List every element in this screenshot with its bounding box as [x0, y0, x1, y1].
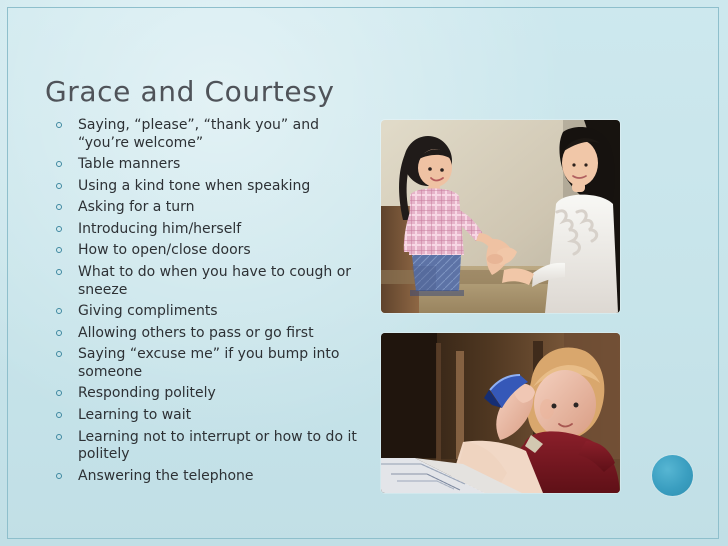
bullet-text: Allowing others to pass or go first	[78, 324, 314, 341]
bullet-item	[56, 199, 371, 217]
child-on-telephone-photo	[381, 333, 620, 493]
bullet-marker-icon	[56, 204, 62, 210]
bullet-list	[56, 117, 371, 489]
bullet-text: Introducing him/herself	[78, 220, 242, 237]
bullet-marker-icon	[56, 330, 62, 336]
bullet-item	[56, 221, 371, 239]
bullet-item	[56, 178, 371, 196]
bullet-text: Responding politely	[78, 385, 216, 402]
decorative-circle	[652, 455, 693, 496]
bullet-marker-icon	[56, 247, 62, 253]
child-on-telephone-illustration	[381, 333, 620, 493]
bullet-item	[56, 385, 371, 403]
bullet-item	[56, 325, 371, 343]
bullet-item	[56, 407, 371, 425]
bullet-text: Saying, “please”, “thank you” and “you’re welcome”	[78, 117, 319, 151]
bullet-item	[56, 156, 371, 174]
girl-shaking-hands-with-woman-illustration	[381, 120, 620, 313]
bullet-item	[56, 242, 371, 260]
bullet-marker-icon	[56, 351, 62, 357]
bullet-text: Learning to wait	[78, 407, 192, 424]
bullet-marker-icon	[56, 161, 62, 167]
bullet-marker-icon	[56, 308, 62, 314]
bullet-item	[56, 468, 371, 486]
bullet-marker-icon	[56, 434, 62, 440]
bullet-marker-icon	[56, 390, 62, 396]
bullet-text: Answering the telephone	[78, 467, 254, 484]
bullet-text: Learning not to interrupt or how to do it politely	[78, 428, 357, 463]
bullet-text: Asking for a turn	[78, 199, 195, 216]
bullet-marker-icon	[56, 473, 62, 479]
bullet-text: Using a kind tone when speaking	[78, 177, 311, 194]
bullet-marker-icon	[56, 183, 62, 189]
bullet-item	[56, 346, 371, 381]
bullet-marker-icon	[56, 412, 62, 418]
bullet-item	[56, 117, 371, 152]
bullet-marker-icon	[56, 226, 62, 232]
bullet-marker-icon	[56, 122, 62, 128]
slide-title: Grace and Courtesy	[45, 75, 335, 108]
bullet-text: How to open/close doors	[78, 242, 251, 259]
bullet-marker-icon	[56, 269, 62, 275]
bullet-text: Saying “excuse me” if you bump into someone	[78, 346, 340, 380]
girl-shaking-hands-with-woman-photo	[381, 120, 620, 313]
bullet-item	[56, 429, 371, 464]
bullet-text: Table manners	[78, 156, 181, 173]
bullet-item	[56, 303, 371, 321]
bullet-text: What to do when you have to cough or sneeze	[78, 264, 352, 298]
bullet-item	[56, 264, 371, 299]
bullet-text: Giving compliments	[78, 303, 218, 320]
